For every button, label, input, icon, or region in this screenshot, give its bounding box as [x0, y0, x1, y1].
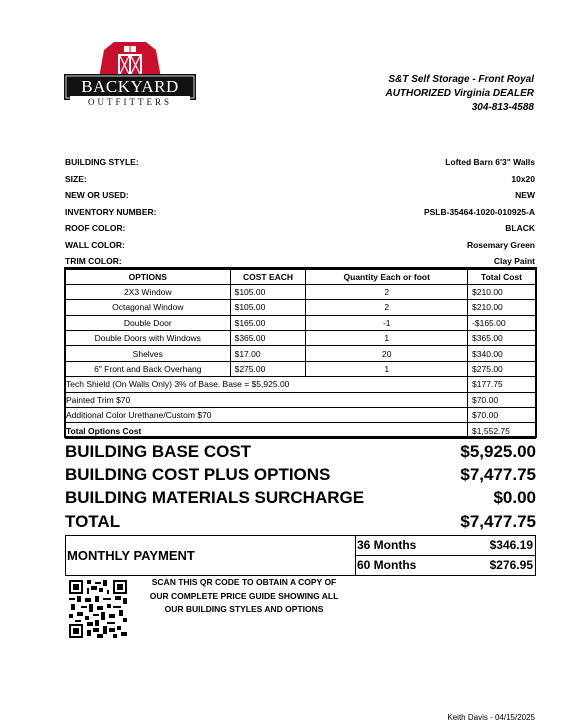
- option-name: Shelves: [66, 346, 231, 361]
- option-total: -$165.00: [468, 315, 536, 330]
- options-header-row: [66, 269, 536, 284]
- qr-code-icon[interactable]: [69, 580, 127, 638]
- option-cost: $17.00: [230, 346, 306, 361]
- table-row: [66, 284, 536, 299]
- spec-row-new-or-used: [65, 187, 535, 204]
- spec-row-inventory-number: [65, 204, 535, 221]
- spec-label: WALL COLOR:: [65, 239, 125, 250]
- summary-materials-surcharge: [65, 488, 536, 508]
- summary-label: BUILDING BASE COST: [65, 442, 252, 461]
- monthly-payment-box: [65, 535, 536, 576]
- header-options: OPTIONS: [66, 269, 231, 284]
- summary-value: $7,477.75: [460, 465, 536, 484]
- summary-value: $0.00: [493, 488, 536, 507]
- total-options-value: $1,552.75: [468, 423, 536, 438]
- spec-value: Clay Paint: [493, 256, 535, 267]
- barn-icon: [100, 42, 160, 76]
- total-options-label: Total Options Cost: [66, 423, 468, 438]
- option-name: Double Doors with Windows: [66, 331, 231, 346]
- dealer-type: AUTHORIZED Virginia DEALER: [385, 88, 534, 99]
- option-total: $275.00: [468, 361, 536, 376]
- spec-row-wall-color: [65, 237, 535, 254]
- monthly-option-60: [356, 556, 535, 576]
- summary-total: [65, 512, 536, 532]
- option-cost: $365.00: [230, 331, 306, 346]
- table-row: [66, 300, 536, 315]
- option-cost: $105.00: [230, 300, 306, 315]
- table-row: [66, 361, 536, 376]
- qr-line: OUR COMPLETE PRICE GUIDE SHOWING ALL: [149, 590, 339, 601]
- dealer-name: S&T Self Storage - Front Royal: [388, 74, 534, 85]
- option-total: $340.00: [468, 346, 536, 361]
- spec-label: ROOF COLOR:: [65, 223, 126, 234]
- summary-cost-plus-options: [65, 465, 536, 485]
- options-table: [65, 268, 536, 439]
- spec-value: BLACK: [505, 223, 535, 234]
- summary-label: TOTAL: [65, 512, 121, 531]
- spec-row-building-style: [65, 154, 535, 171]
- table-row: [66, 408, 536, 423]
- extra-name: Painted Trim $70: [66, 392, 468, 407]
- monthly-option-36: [356, 536, 535, 556]
- monthly-term: 36 Months: [357, 538, 417, 553]
- option-name: Octagonal Window: [66, 300, 231, 315]
- extra-name: Additional Color Urethane/Custom $70: [66, 408, 468, 423]
- option-total: $210.00: [468, 300, 536, 315]
- summary-value: $5,925.00: [460, 442, 536, 461]
- option-total: $210.00: [468, 284, 536, 299]
- monthly-term: 60 Months: [357, 558, 417, 573]
- summary-label: BUILDING MATERIALS SURCHARGE: [65, 488, 365, 507]
- spec-label: INVENTORY NUMBER:: [65, 206, 157, 217]
- table-row: [66, 315, 536, 330]
- spec-value: Rosemary Green: [466, 239, 535, 250]
- header-cost-each: COST EACH: [230, 269, 306, 284]
- building-specs: [65, 154, 535, 270]
- extra-total: $177.75: [468, 377, 536, 392]
- option-qty: 2: [306, 284, 468, 299]
- option-name: 6" Front and Back Overhang: [66, 361, 231, 376]
- option-qty: 1: [306, 331, 468, 346]
- option-qty: -1: [306, 315, 468, 330]
- qr-line: OUR BUILDING STYLES AND OPTIONS: [164, 604, 324, 614]
- spec-value: NEW: [515, 190, 535, 201]
- table-row: [66, 392, 536, 407]
- option-cost: $165.00: [230, 315, 306, 330]
- spec-label: SIZE:: [65, 173, 87, 184]
- signature-date: Keith Davis - 04/15/2025: [447, 713, 535, 722]
- table-row: [66, 331, 536, 346]
- header-quantity: Quantity Each or foot: [306, 269, 468, 284]
- summary-label: BUILDING COST PLUS OPTIONS: [65, 465, 331, 484]
- option-cost: $275.00: [230, 361, 306, 376]
- header-total-cost: Total Cost: [468, 269, 536, 284]
- option-qty: 20: [306, 346, 468, 361]
- summary-value: $7,477.75: [460, 512, 536, 531]
- table-row: [66, 377, 536, 392]
- qr-line: SCAN THIS QR CODE TO OBTAIN A COPY OF: [151, 577, 337, 587]
- backyard-outfitters-logo: [64, 38, 196, 110]
- monthly-payment-label: MONTHLY PAYMENT: [66, 536, 356, 575]
- logo-text-top: BACKYARD: [81, 77, 179, 96]
- qr-instructions: [138, 576, 350, 617]
- monthly-amount: $346.19: [489, 538, 533, 553]
- spec-row-size: [65, 171, 535, 188]
- spec-value: 10x20: [511, 173, 535, 184]
- spec-value: PSLB-35464-1020-010925-A: [423, 206, 535, 217]
- option-name: 2X3 Window: [66, 284, 231, 299]
- spec-label: NEW OR USED:: [65, 190, 129, 201]
- logo-text-bottom: OUTFITTERS: [88, 97, 172, 107]
- extra-total: $70.00: [468, 392, 536, 407]
- option-qty: 2: [306, 300, 468, 315]
- option-cost: $105.00: [230, 284, 306, 299]
- spec-row-roof-color: [65, 220, 535, 237]
- total-options-row: [66, 423, 536, 438]
- spec-value: Lofted Barn 6'3" Walls: [445, 157, 535, 168]
- spec-label: BUILDING STYLE:: [65, 157, 139, 168]
- option-total: $365.00: [468, 331, 536, 346]
- dealer-info: [385, 73, 534, 115]
- dealer-phone: 304-813-4588: [471, 102, 534, 113]
- monthly-amount: $276.95: [489, 558, 533, 573]
- option-name: Double Door: [66, 315, 231, 330]
- extra-name: Tech Shield (On Walls Only) 3% of Base. Base = $5,925.00: [66, 377, 468, 392]
- table-row: [66, 346, 536, 361]
- spec-label: TRIM COLOR:: [65, 256, 122, 267]
- extra-total: $70.00: [468, 408, 536, 423]
- summary-base-cost: [65, 442, 536, 462]
- option-qty: 1: [306, 361, 468, 376]
